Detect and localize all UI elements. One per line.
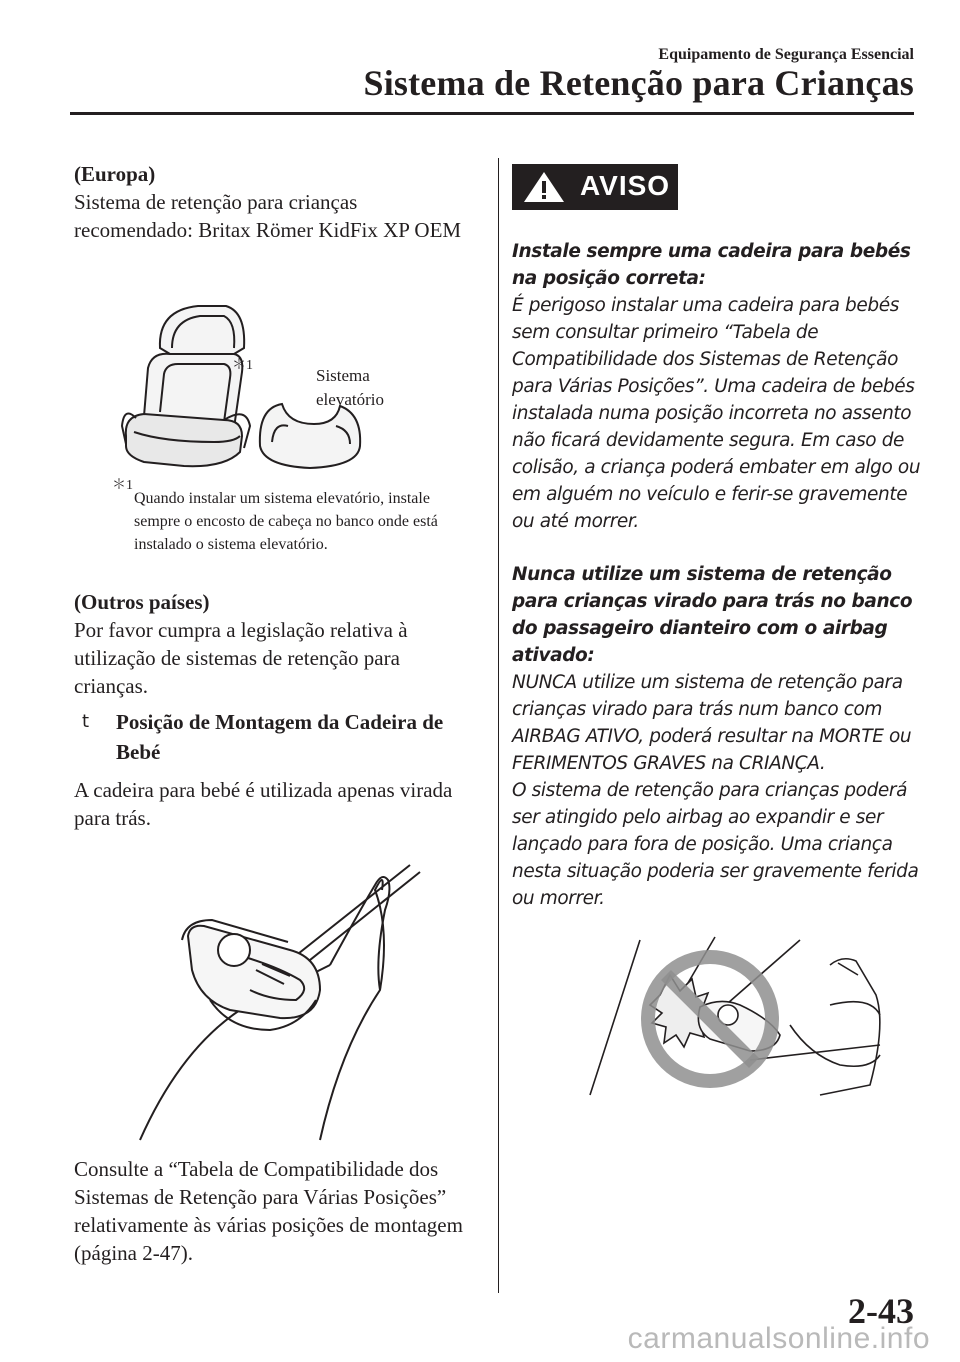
- page-title: Sistema de Retenção para Crianças: [363, 63, 914, 103]
- warning-label: AVISO: [580, 170, 671, 201]
- consult-text: Consulte a “Tabela de Compatibilidade dos Sistemas de Retenção para Várias Posições” relativamente às várias posições de montagem (página 2-47).: [74, 1157, 463, 1265]
- page-number: 2-43: [848, 1291, 914, 1331]
- booster-label: Sistema elevatório: [316, 366, 384, 409]
- consult-section: [74, 1155, 474, 1267]
- asterisk-1-label: ＊1: [232, 358, 253, 373]
- warning-p1-text: É perigoso instalar uma cadeira para bebés sem consultar primeiro “Tabela de Compatibilidade dos Sistemas de Retenção para Várias Posições”. Uma cadeira de bebés instalada numa posição incorreta no assento não ficará devidamente segura. Em caso de colisão, a criança poderá embater em algo ou em alguém no veículo e ferir-se gravemente ou até morrer.: [512, 295, 921, 532]
- airbag-prohibited-illustration: [580, 935, 920, 1105]
- warning-badge: [512, 164, 678, 210]
- warning-p1-heading: Instale sempre uma cadeira para bebés na posição correta:: [512, 241, 911, 289]
- bullet-marker: t: [82, 711, 90, 732]
- europe-section: [74, 160, 474, 244]
- other-countries-section: [74, 588, 474, 700]
- warning-p2-text: NUNCA utilize um sistema de retenção para crianças virado para trás num banco com AIRBAG ATIVO, poderá resultar na MORTE ou FERIMENTOS GRAVES na CRIANÇA.: [512, 672, 912, 774]
- other-heading: (Outros países): [74, 590, 210, 614]
- header-rule: [70, 112, 914, 115]
- europe-heading: (Europa): [74, 162, 156, 186]
- other-text: Por favor cumpra a legislação relativa à utilização de sistemas de retenção para crianças.: [74, 618, 408, 698]
- cradle-text-block: [74, 776, 474, 832]
- watermark: carmanualsonline.info: [627, 1322, 930, 1355]
- column-divider: [498, 158, 499, 1293]
- warning-p2-heading: Nunca utilize um sistema de retenção para crianças virado para trás no banco do passageiro dianteiro com o airbag ativado:: [512, 564, 913, 666]
- warning-text: [512, 238, 922, 912]
- section-subtitle: Equipamento de Segurança Essencial: [658, 46, 914, 63]
- warning-triangle-icon: [522, 170, 566, 204]
- warning-p2-text-2: O sistema de retenção para crianças poderá ser atingido pelo airbag ao expandir e ser lançado para fora de posição. Uma criança nesta situação poderia ser gravemente ferida ou morrer.: [512, 780, 919, 909]
- cradle-text: A cadeira para bebé é utilizada apenas virada para trás.: [74, 778, 453, 830]
- europe-text: Sistema de retenção para crianças recomendado: Britax Römer KidFix XP OEM: [74, 190, 462, 242]
- note-asterisk: ＊1: [112, 478, 133, 493]
- baby-seat-illustration: [120, 850, 460, 1150]
- booster-note: Quando instalar um sistema elevatório, instale sempre o encosto de cabeça no banco onde está instalado o sistema elevatório.: [134, 490, 438, 553]
- cradle-heading: Posição de Montagem da Cadeira de Bebé: [116, 710, 444, 764]
